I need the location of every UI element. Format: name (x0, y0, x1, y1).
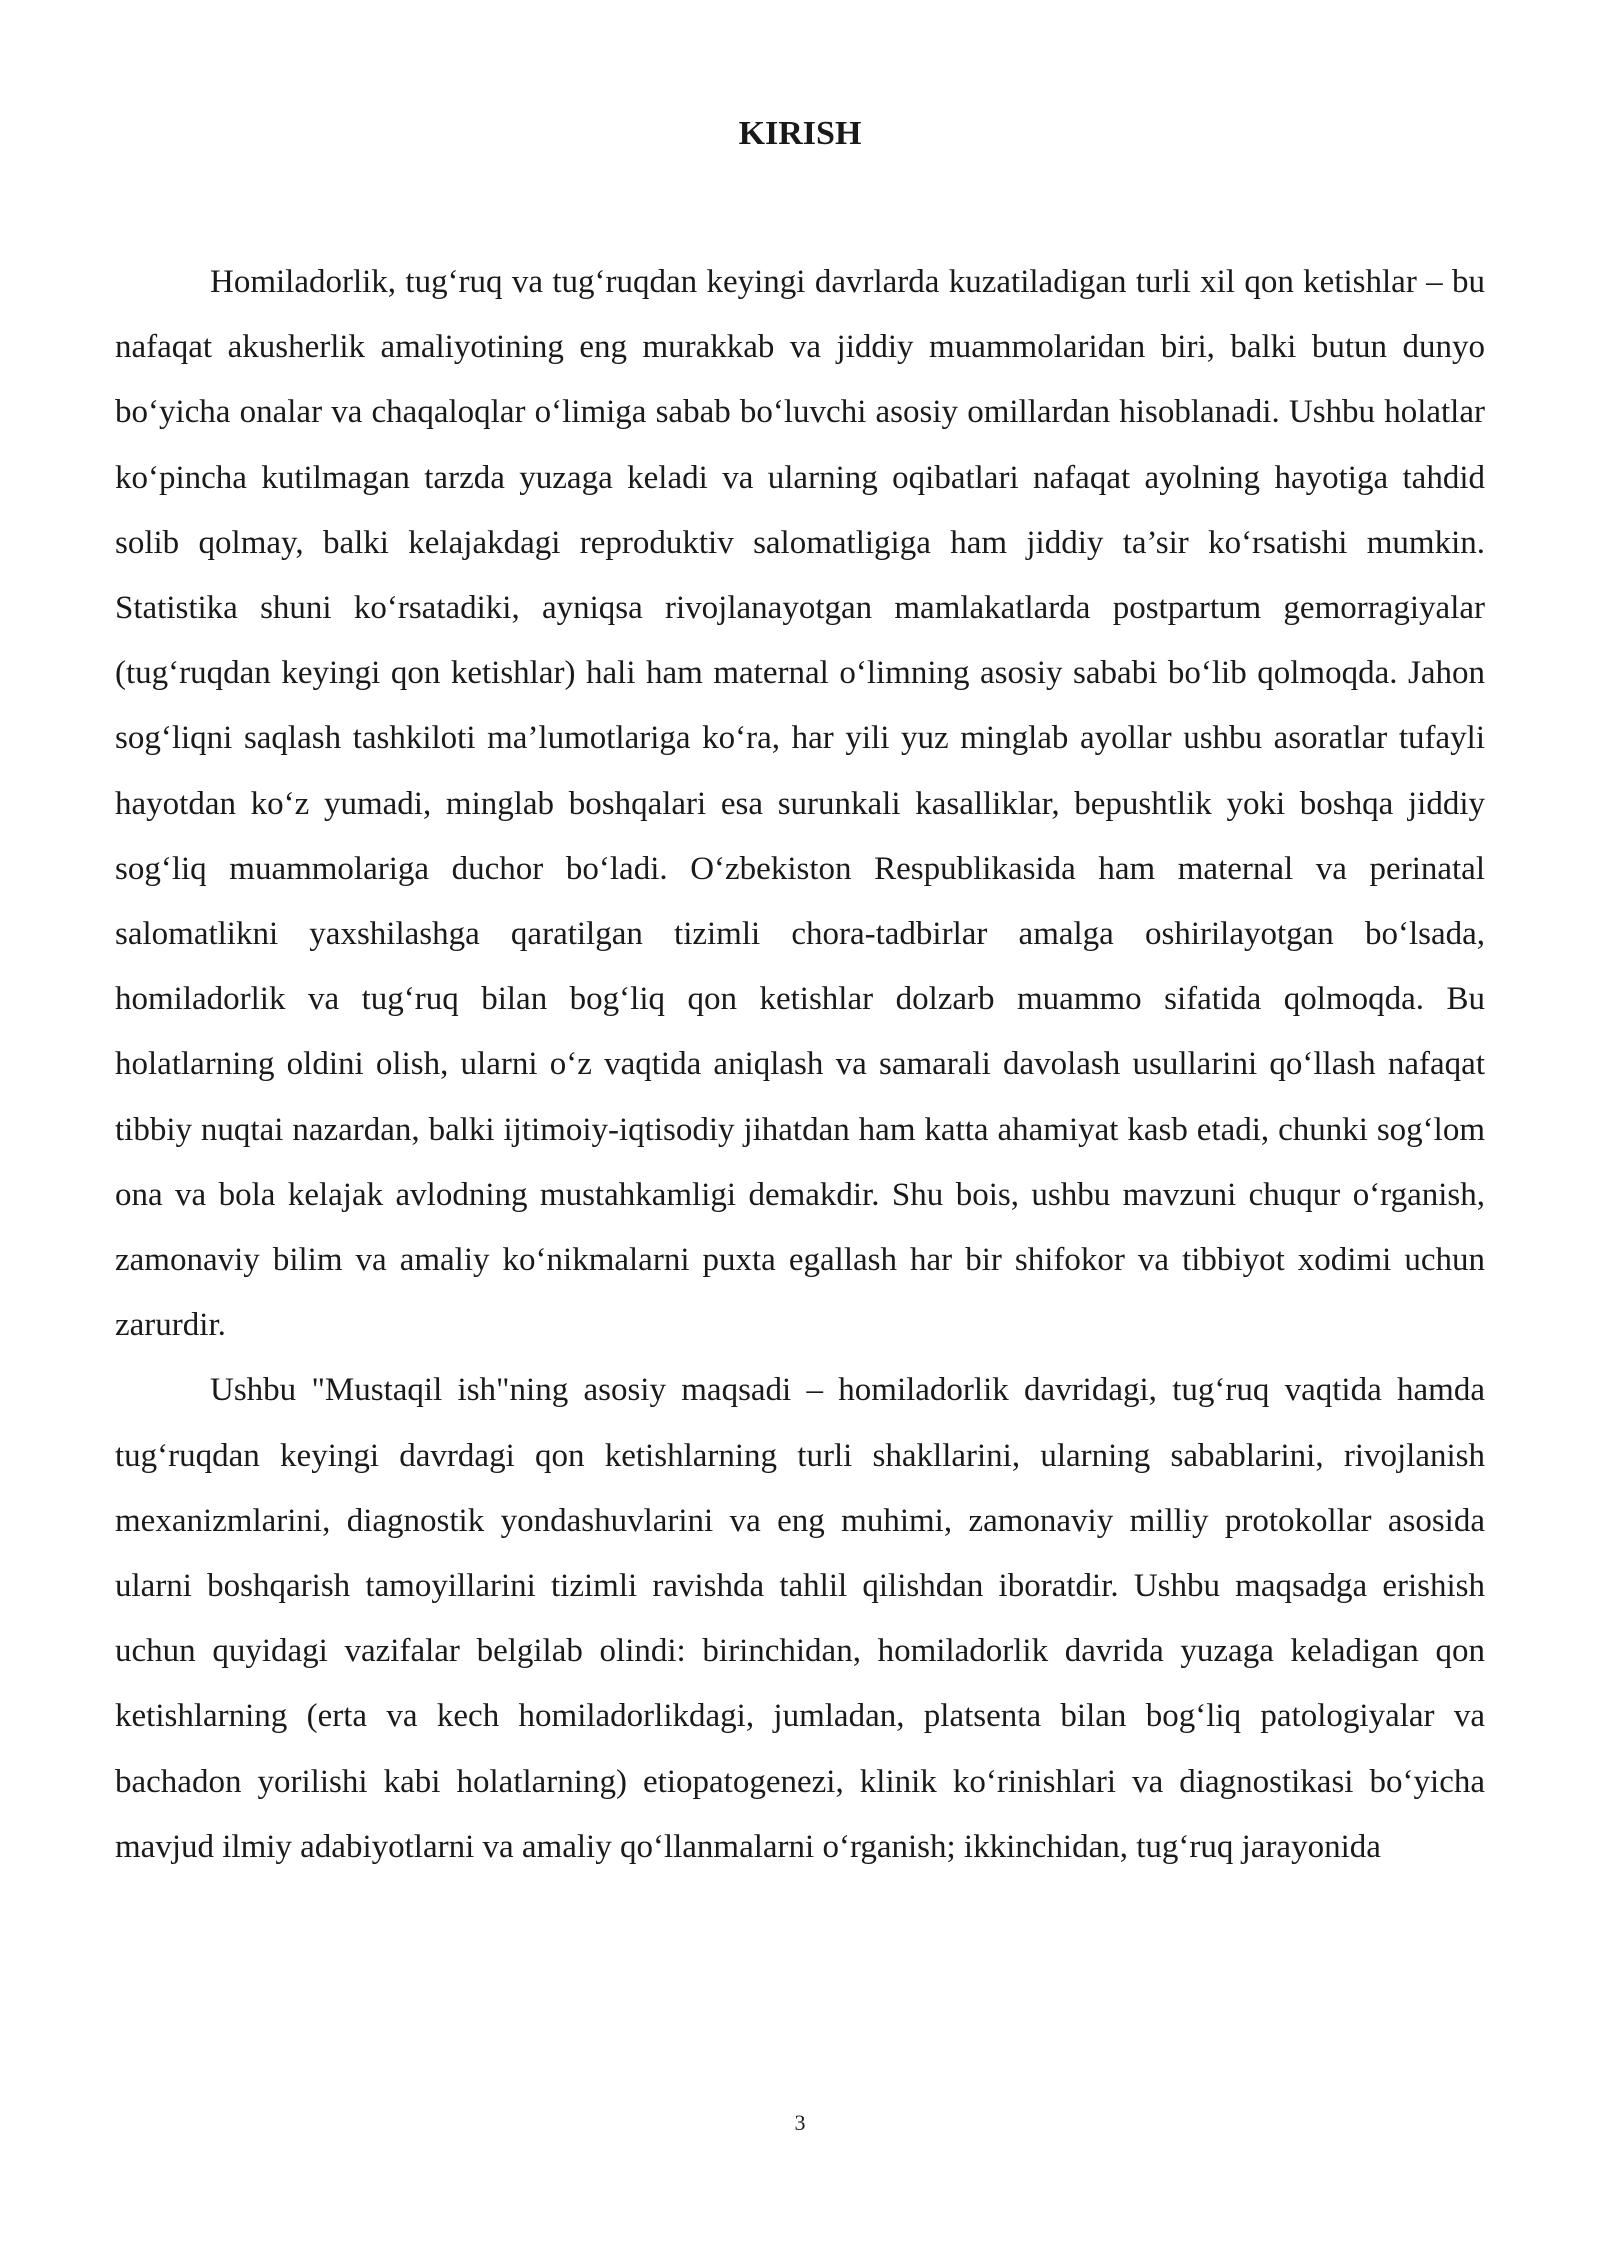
paragraph-introduction: Homiladorlik, tug‘ruq va tug‘ruqdan keyingi davrlarda kuzatiladigan turli xil qon ketishlar – bu nafaqat akusherlik amaliyotining eng murakkab va jiddiy muammolaridan biri, balki butun dunyo bo‘yicha onalar va chaqaloqlar o‘limiga sabab bo‘luvchi asosiy omillardan hisoblanadi. Ushbu holatlar ko‘pincha kutilmagan tarzda yuzaga keladi va ularning oqibatlari nafaqat ayolning hayotiga tahdid solib qolmay, balki kelajakdagi reproduktiv salomatligiga ham jiddiy ta’sir ko‘rsatishi mumkin. Statistika shuni ko‘rsatadiki, ayniqsa rivojlanayotgan mamlakatlarda postpartum gemorragiyalar (tug‘ruqdan keyingi qon ketishlar) hali ham maternal o‘limning asosiy sababi bo‘lib qolmoqda. Jahon sog‘liqni saqlash tashkiloti ma’lumotlariga ko‘ra, har yili yuz minglab ayollar ushbu asoratlar tufayli hayotdan ko‘z yumadi, minglab boshqalari esa surunkali kasalliklar, bepushtlik yoki boshqa jiddiy sog‘liq muammolariga duchor bo‘ladi. O‘zbekiston Respublikasida ham maternal va perinatal salomatlikni yaxshilashga qaratilgan tizimli chora-tadbirlar amalga oshirilayotgan bo‘lsada, homiladorlik va tug‘ruq bilan bog‘liq qon ketishlar dolzarb muammo sifatida qolmoqda. Bu holatlarning oldini olish, ularni o‘z vaqtida aniqlash va samarali davolash usullarini qo‘llash nafaqat tibbiy nuqtai nazardan, balki ijtimoiy-iqtisodiy jihatdan ham katta ahamiyat kasb etadi, chunki sog‘lom ona va bola kelajak avlodning mustahkamligi demakdir. Shu bois, ushbu mavzuni chuqur o‘rganish, zamonaviy bilim va amaliy ko‘nikmalarni puxta egallash har bir shifokor va tibbiyot xodimi uchun zarurdir. (115, 264, 1485, 1344)
page-number: 3 (794, 2110, 806, 2135)
document-body (115, 250, 1485, 1880)
paragraph-goals: Ushbu "Mustaqil ish"ning asosiy maqsadi – homiladorlik davridagi, tug‘ruq vaqtida hamda tug‘ruqdan keyingi davrdagi qon ketishlarning turli shakllarini, ularning sabablarini, rivojlanish mexanizmlarini, diagnostik yondashuvlarini va eng muhimi, zamonaviy milliy protokollar asosida ularni boshqarish tamoyillarini tizimli ravishda tahlil qilishdan iboratdir. Ushbu maqsadga erishish uchun quyidagi vazifalar belgilab olindi: birinchidan, homiladorlik davrida yuzaga keladigan qon ketishlarning (erta va kech homiladorlikdagi, jumladan, platsenta bilan bog‘liq patologiyalar va bachadon yorilishi kabi holatlarning) etiopatogenezi, klinik ko‘rinishlari va diagnostikasi bo‘yicha mavjud ilmiy adabiyotlarni va amaliy qo‘llanmalarni o‘rganish; ikkinchidan, tug‘ruq jarayonida (115, 1372, 1485, 1865)
page-title: KIRISH (738, 115, 862, 152)
